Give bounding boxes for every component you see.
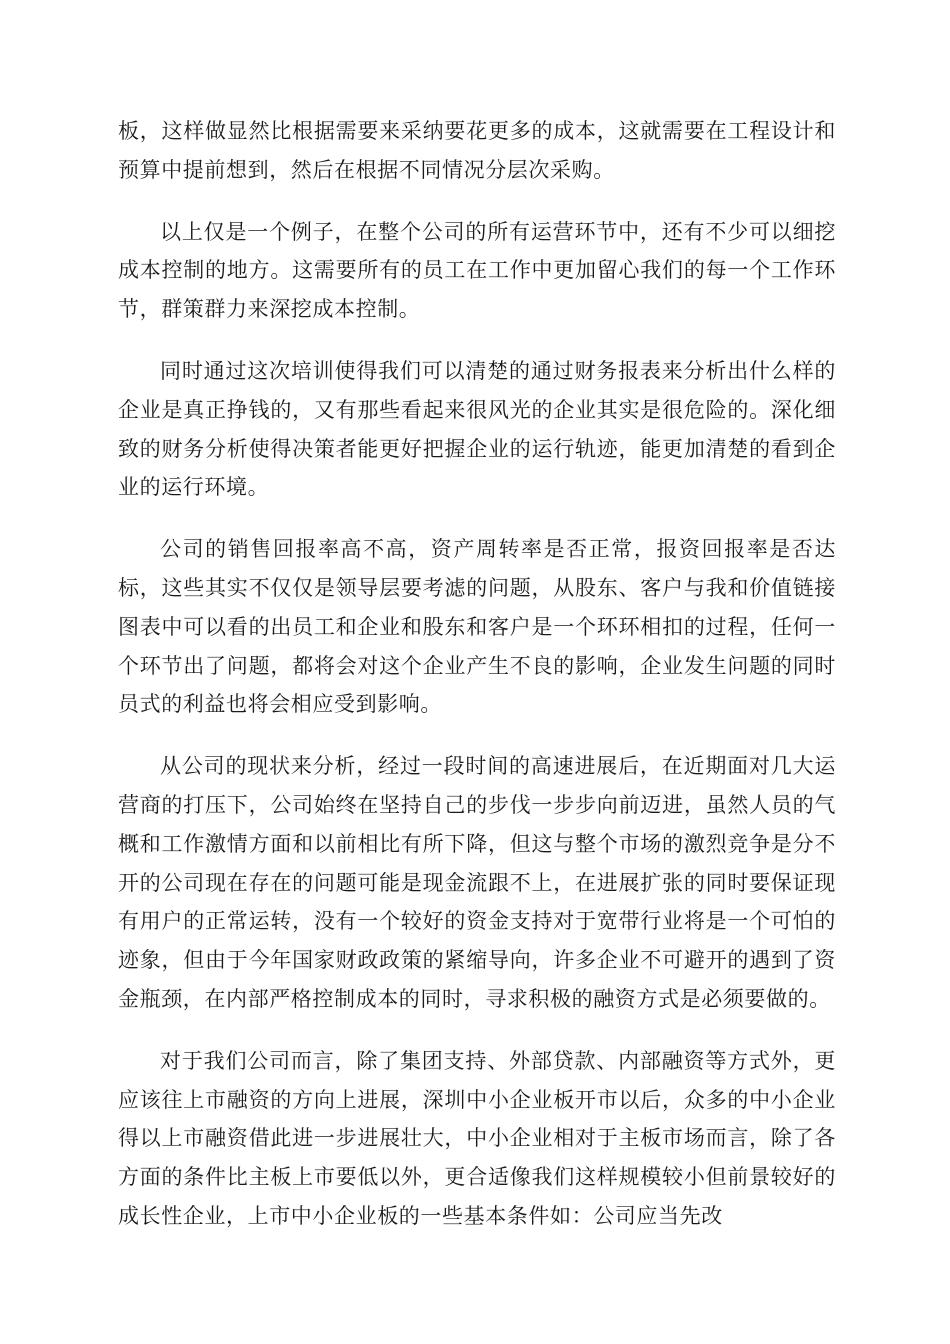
paragraph-4: 公司的销售回报率高不高，资产周转率是否正常，报资回报率是否达标，这些其实不仅仅是领导层要考滤的问题，从股东、客户与我和价值链接图表中可以看的出员工和企业和股东和客户是一个环环相扣的过程，任何一个环节出了问题，都将会对这个企业产生不良的影响，企业发生问题的同时员式的利益也将会相应受到影响。 <box>118 537 836 717</box>
paragraph-1: 板，这样做显然比根据需要来采纳要花更多的成本，这就需要在工程设计和预算中提前想到，然后在根据不同情况分层次采购。 <box>118 119 836 182</box>
paragraph-2: 以上仅是一个例子，在整个公司的所有运营环节中，还有不少可以细挖成本控制的地方。这需要所有的员工在工作中更加留心我们的每一个工作环节，群策群力来深挖成本控制。 <box>118 219 836 322</box>
document-page <box>118 112 836 1259</box>
paragraph-6: 对于我们公司而言，除了集团支持、外部贷款、内部融资等方式外，更应该往上市融资的方向上进展，深圳中小企业板开市以后，众多的中小企业得以上市融资借此进一步进展壮大，中小企业相对于主板市场而言，除了各方面的条件比主板上市要低以外，更合适像我们这样规模较小但前景较好的成长性企业，上市中小企业板的一些基本条件如：公司应当先改 <box>118 1048 836 1228</box>
paragraph-5: 从公司的现状来分析，经过一段时间的高速进展后，在近期面对几大运营商的打压下，公司始终在坚持自己的步伐一步步向前迈进，虽然人员的气概和工作激情方面和以前相比有所下降，但这与整个市场的激烈竞争是分不开的公司现在存在的问题可能是现金流跟不上，在进展扩张的同时要保证现有用户的正常运转，没有一个较好的资金支持对于宽带行业将是一个可怕的迹象，但由于今年国家财政政策的紧缩导向，许多企业不可避开的遇到了资金瓶颈，在内部严格控制成本的同时，寻求积极的融资方式是必须要做的。 <box>118 754 836 1011</box>
paragraph-3: 同时通过这次培训使得我们可以清楚的通过财务报表来分析出什么样的企业是真正挣钱的，又有那些看起来很风光的企业其实是很危险的。深化细致的财务分析使得决策者能更好把握企业的运行轨迹，能更加清楚的看到企业的运行环境。 <box>118 358 836 500</box>
